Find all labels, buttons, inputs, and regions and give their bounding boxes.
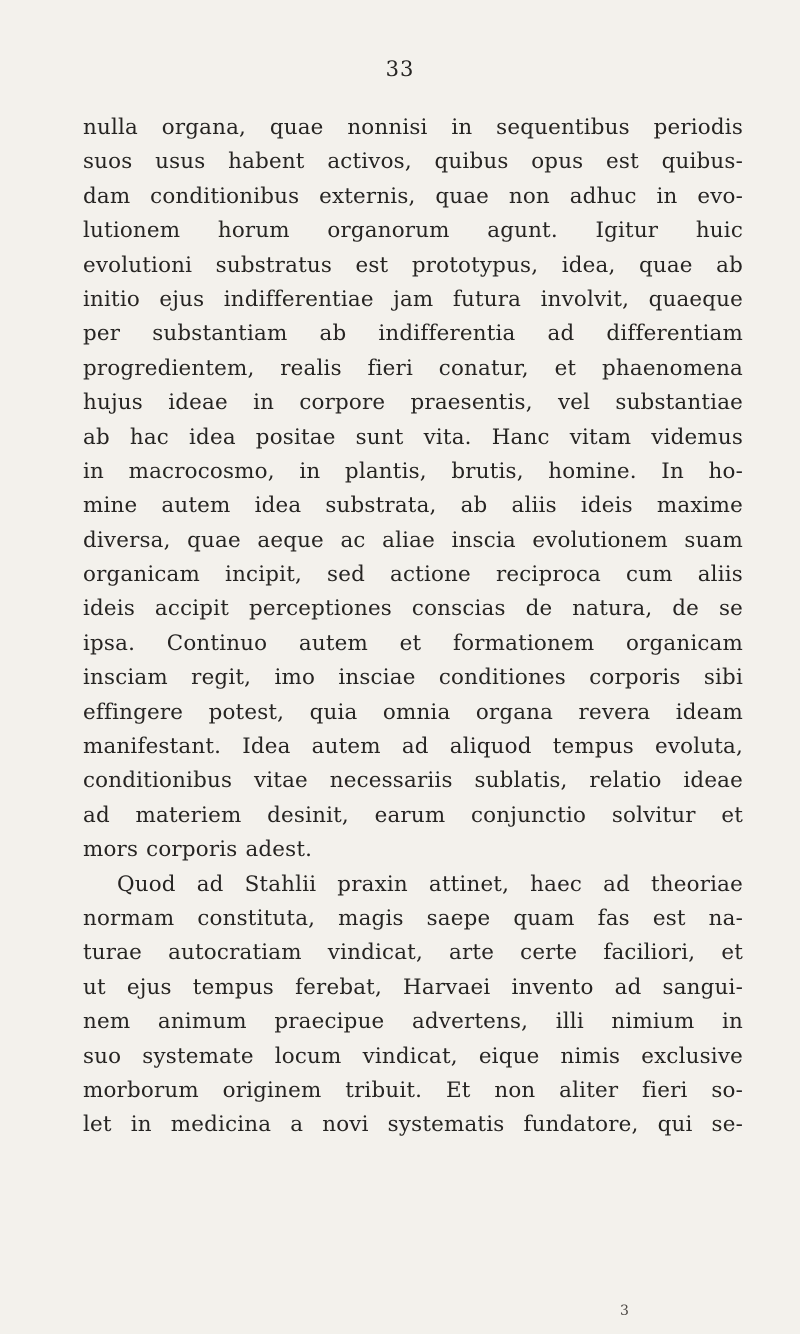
text-line: nem animum praecipue advertens, illi nimium in (83, 1009, 743, 1035)
text-line: morborum originem tribuit. Et non aliter fieri so- (83, 1077, 743, 1103)
text-line: hujus ideae in corpore praesentis, vel substantiae (83, 390, 743, 416)
text-line: diversa, quae aeque ac aliae inscia evolutionem suam (83, 527, 743, 553)
paragraph-start-line: Quod ad Stahlii praxin attinet, haec ad theoriae (117, 871, 743, 897)
text-line: in macrocosmo, in plantis, brutis, homine. In ho- (83, 458, 743, 484)
text-line: lutionem horum organorum agunt. Igitur huic (83, 218, 743, 244)
text-line: let in medicina a novi systematis fundatore, qui se- (83, 1112, 743, 1138)
text-line: ad materiem desinit, earum conjunctio solvitur et (83, 802, 743, 828)
text-line: suos usus habent activos, quibus opus est quibus- (83, 149, 743, 175)
text-line: organicam incipit, sed actione reciproca cum aliis (83, 562, 743, 588)
paragraph-end-line: mors corporis adest. (83, 837, 313, 863)
signature-mark: 3 (620, 1303, 629, 1319)
text-line: suo systemate locum vindicat, eique nimis exclusive (83, 1043, 743, 1069)
text-line: initio ejus indifferentiae jam futura involvit, quaeque (83, 286, 743, 312)
text-line: ipsa. Continuo autem et formationem organicam (83, 630, 743, 656)
text-line: conditionibus vitae necessariis sublatis, relatio ideae (83, 768, 743, 794)
body-text (83, 111, 743, 1143)
text-line: mine autem idea substrata, ab aliis ideis maxime (83, 493, 743, 519)
text-line: effingere potest, quia omnia organa revera ideam (83, 699, 743, 725)
text-line: ut ejus tempus ferebat, Harvaei invento ad sangui- (83, 974, 743, 1000)
text-line: ab hac idea positae sunt vita. Hanc vitam videmus (83, 424, 743, 450)
text-line: turae autocratiam vindicat, arte certe faciliori, et (83, 940, 743, 966)
text-line: manifestant. Idea autem ad aliquod tempus evoluta, (83, 734, 743, 760)
text-line: insciam regit, imo insciae conditiones corporis sibi (83, 665, 743, 691)
text-line: ideis accipit perceptiones conscias de natura, de se (83, 596, 743, 622)
text-line: nulla organa, quae nonnisi in sequentibus periodis (83, 115, 743, 140)
text-line: normam constituta, magis saepe quam fas est na- (83, 905, 743, 931)
text-line: evolutioni substratus est prototypus, idea, quae ab (83, 252, 743, 278)
text-line: progredientem, realis fieri conatur, et phaenomena (83, 355, 743, 381)
text-line: dam conditionibus externis, quae non adhuc in evo- (83, 183, 743, 209)
text-line: per substantiam ab indifferentia ad differentiam (83, 321, 743, 347)
page-number: 33 (385, 57, 415, 81)
